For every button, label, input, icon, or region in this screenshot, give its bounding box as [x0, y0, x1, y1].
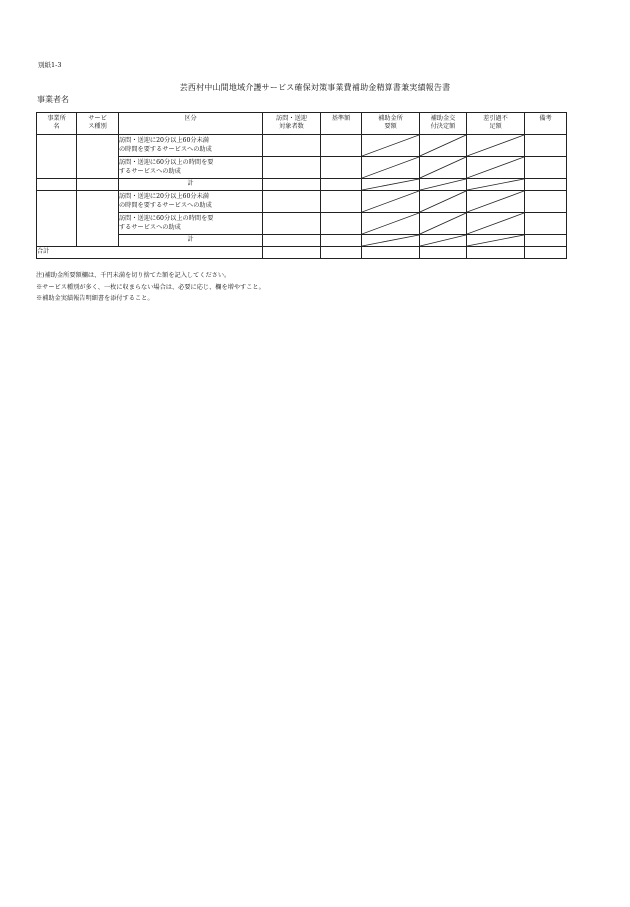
- diagonal-strike: [362, 157, 419, 178]
- users-cell[interactable]: [263, 213, 321, 235]
- category-cell: 訪問・送迎に20分以上60分未満 の時間を要するサービスへの助成: [119, 191, 263, 213]
- header-service-type: サービ ス種別: [77, 113, 119, 135]
- diagonal-strike: [467, 135, 524, 156]
- required-amount-crossed-cell: [362, 157, 420, 179]
- decided-amount-crossed-cell: [420, 135, 467, 157]
- business-name-label: 事業者名: [37, 95, 69, 104]
- category-cell: 訪問・送迎に60分以上の時間を要 するサービスへの助成: [119, 157, 263, 179]
- table-row: [37, 191, 567, 213]
- diagonal-strike: [467, 191, 524, 212]
- remarks-cell[interactable]: [525, 191, 567, 213]
- note-2: ※サービス種別が多く、一枚に収まらない場合は、必要に応じ、欄を増やすこと。: [36, 283, 265, 291]
- users-cell[interactable]: [263, 157, 321, 179]
- page-title: 芸西村中山間地域介護サービス確保対策事業費補助金精算書兼実績報告書: [179, 83, 451, 92]
- header-difference: 差引過不 足額: [467, 113, 525, 135]
- subtotal-row: [37, 179, 567, 191]
- header-row: [37, 113, 567, 135]
- remarks-cell[interactable]: [525, 235, 567, 247]
- note-1: 注)補助金所要額欄は、千円未満を切り捨てた額を記入してください。: [36, 272, 231, 279]
- office-name-cell[interactable]: [37, 191, 77, 247]
- diagonal-strike: [420, 135, 466, 156]
- document-id: 別紙1-3: [38, 61, 62, 69]
- required-amount-crossed-cell: [362, 191, 420, 213]
- remarks-cell[interactable]: [525, 157, 567, 179]
- diagonal-strike: [467, 235, 524, 246]
- header-base-amount: 基準額: [321, 113, 362, 135]
- category-cell: 訪問・送迎に60分以上の時間を要 するサービスへの助成: [119, 213, 263, 235]
- total-label: 合計: [37, 247, 263, 259]
- subtotal-label: 計: [119, 179, 263, 191]
- notes: [36, 270, 265, 305]
- difference-crossed-cell: [467, 191, 525, 213]
- users-cell[interactable]: [263, 191, 321, 213]
- service-type-cell[interactable]: [77, 191, 119, 247]
- remarks-cell[interactable]: [525, 213, 567, 235]
- difference-crossed-cell: [467, 179, 525, 191]
- diagonal-strike: [362, 135, 419, 156]
- header-users: 訪問・送迎 対象者数: [263, 113, 321, 135]
- base-amount-cell[interactable]: [321, 135, 362, 157]
- diagonal-strike: [362, 213, 419, 234]
- header-required-amount: 補助金所 要額: [362, 113, 420, 135]
- required-amount-crossed-cell: [362, 235, 420, 247]
- users-cell[interactable]: [263, 247, 321, 259]
- decided-amount-crossed-cell: [420, 235, 467, 247]
- diagonal-strike: [420, 191, 466, 212]
- header-office-name: 事業所 名: [37, 113, 77, 135]
- diagonal-strike: [420, 179, 466, 190]
- office-name-cell[interactable]: [37, 135, 77, 179]
- diagonal-strike: [362, 191, 419, 212]
- decided-amount-crossed-cell: [420, 191, 467, 213]
- diagonal-strike: [467, 157, 524, 178]
- required-amount-crossed-cell: [362, 135, 420, 157]
- users-cell[interactable]: [263, 235, 321, 247]
- table-row: [37, 135, 567, 157]
- header-category: 区分: [119, 113, 263, 135]
- difference-crossed-cell: [467, 135, 525, 157]
- service-type-cell[interactable]: [77, 135, 119, 179]
- users-cell[interactable]: [263, 135, 321, 157]
- users-cell[interactable]: [263, 179, 321, 191]
- required-amount-cell[interactable]: [362, 247, 420, 259]
- remarks-cell[interactable]: [525, 135, 567, 157]
- category-cell: 訪問・送迎に20分以上60分未満 の時間を要するサービスへの助成: [119, 135, 263, 157]
- note-3: ※補助金実績報告明細書を添付すること。: [36, 295, 154, 303]
- base-amount-cell[interactable]: [321, 179, 362, 191]
- base-amount-cell[interactable]: [321, 235, 362, 247]
- total-row: [37, 247, 567, 259]
- required-amount-crossed-cell: [362, 179, 420, 191]
- difference-crossed-cell: [467, 157, 525, 179]
- decided-amount-crossed-cell: [420, 213, 467, 235]
- remarks-cell[interactable]: [525, 179, 567, 191]
- report-table: [36, 112, 567, 259]
- base-amount-cell[interactable]: [321, 191, 362, 213]
- office-name-cell[interactable]: [37, 179, 77, 191]
- difference-cell[interactable]: [467, 247, 525, 259]
- diagonal-strike: [420, 213, 466, 234]
- subtotal-label: 計: [119, 235, 263, 247]
- base-amount-cell[interactable]: [321, 157, 362, 179]
- remarks-cell[interactable]: [525, 247, 567, 259]
- base-amount-cell[interactable]: [321, 247, 362, 259]
- difference-crossed-cell: [467, 213, 525, 235]
- required-amount-crossed-cell: [362, 213, 420, 235]
- decided-amount-crossed-cell: [420, 157, 467, 179]
- diagonal-strike: [467, 213, 524, 234]
- base-amount-cell[interactable]: [321, 213, 362, 235]
- diagonal-strike: [467, 179, 524, 190]
- service-type-cell[interactable]: [77, 179, 119, 191]
- header-remarks: 備考: [525, 113, 567, 135]
- decided-amount-cell[interactable]: [420, 247, 467, 259]
- diagonal-strike: [362, 179, 419, 190]
- decided-amount-crossed-cell: [420, 179, 467, 191]
- diagonal-strike: [362, 235, 419, 246]
- diagonal-strike: [420, 157, 466, 178]
- diagonal-strike: [420, 235, 466, 246]
- difference-crossed-cell: [467, 235, 525, 247]
- header-decided-amount: 補助金交 付決定額: [420, 113, 467, 135]
